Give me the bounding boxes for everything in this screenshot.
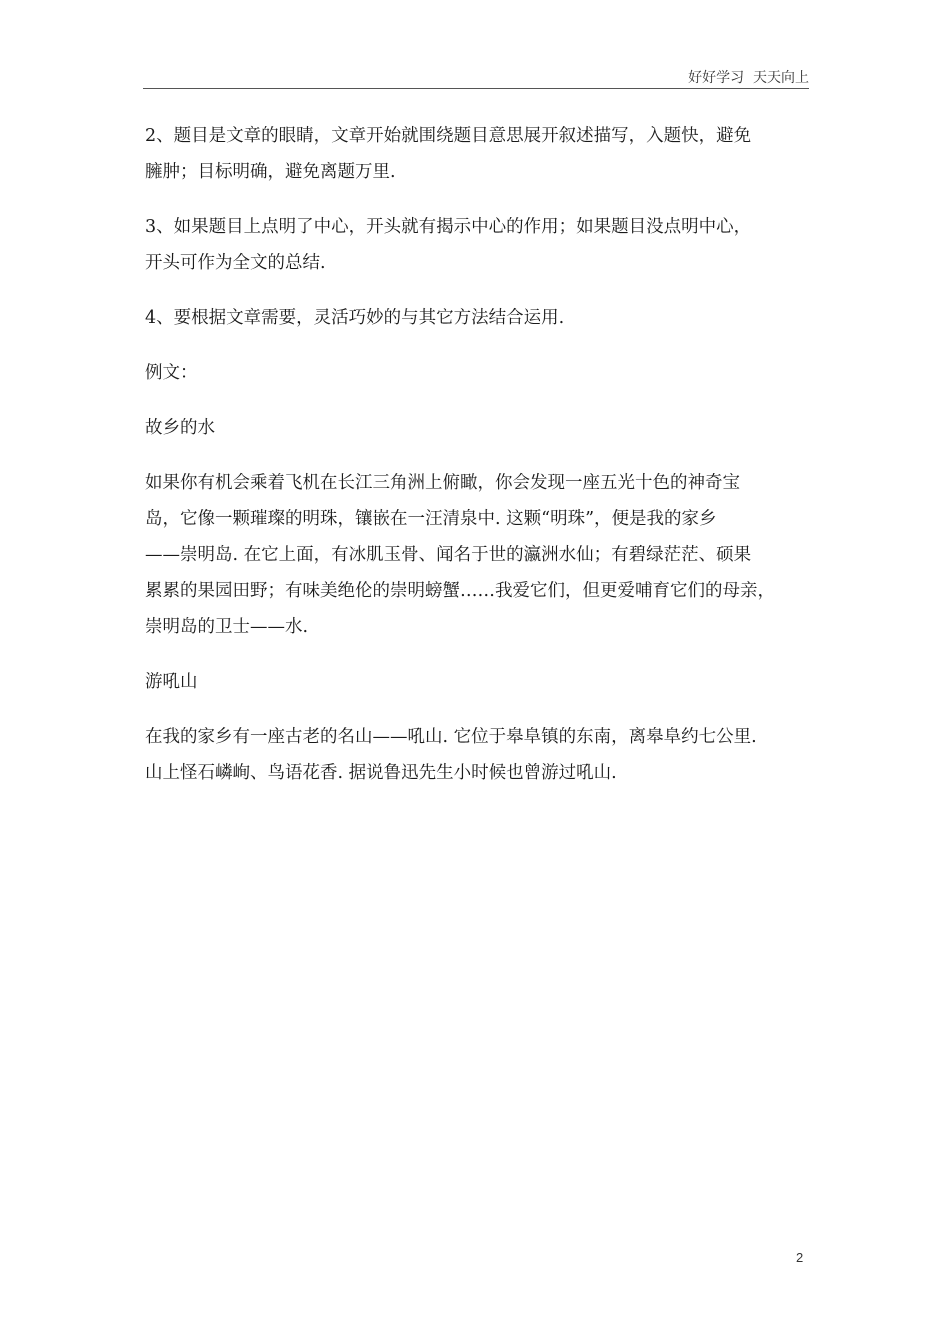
essay-title-houshan: 游吼山 — [145, 672, 198, 692]
header-motto: 好好学习 天天向上 — [688, 70, 809, 86]
paragraph-point-4: 4、要根据文章需要，灵活巧妙的与其它方法结合运用. — [145, 308, 565, 328]
document-body — [145, 118, 795, 810]
page-header — [143, 60, 809, 89]
paragraph-point-2: 2、题目是文章的眼睛，文章开始就围绕题目意思展开叙述描写，入题快，避免 臃肿；目标明确，避免离题万里. — [145, 126, 752, 182]
paragraph-point-3: 3、如果题目上点明了中心，开头就有揭示中心的作用；如果题目没点明中心， 开头可作为全文的总结. — [145, 217, 752, 273]
example-label: 例文： — [145, 363, 198, 383]
essay-title-hometown-water: 故乡的水 — [145, 418, 215, 438]
essay-hometown-water: 如果你有机会乘着飞机在长江三角洲上俯瞰，你会发现一座五光十色的神奇宝 岛，它像一颗璀璨的明珠，镶嵌在一汪清泉中. 这颗“明珠”，便是我的家乡 ——崇明岛. 在它上面，有冰肌玉骨、闻名于世的瀛洲水仙；有碧绿茫茫、硕果 累累的果园田野；有味美绝伦的崇明螃蟹……我爱它们，但更爱哺育它们的母亲， 崇明岛的卫士——水. — [145, 473, 775, 637]
essay-houshan: 在我的家乡有一座古老的名山——吼山. 它位于皋阜镇的东南，离皋阜约七公里. 山上怪石嶙峋、鸟语花香. 据说鲁迅先生小时候也曾游过吼山. — [145, 727, 757, 783]
page-number: 2 — [796, 1250, 804, 1265]
